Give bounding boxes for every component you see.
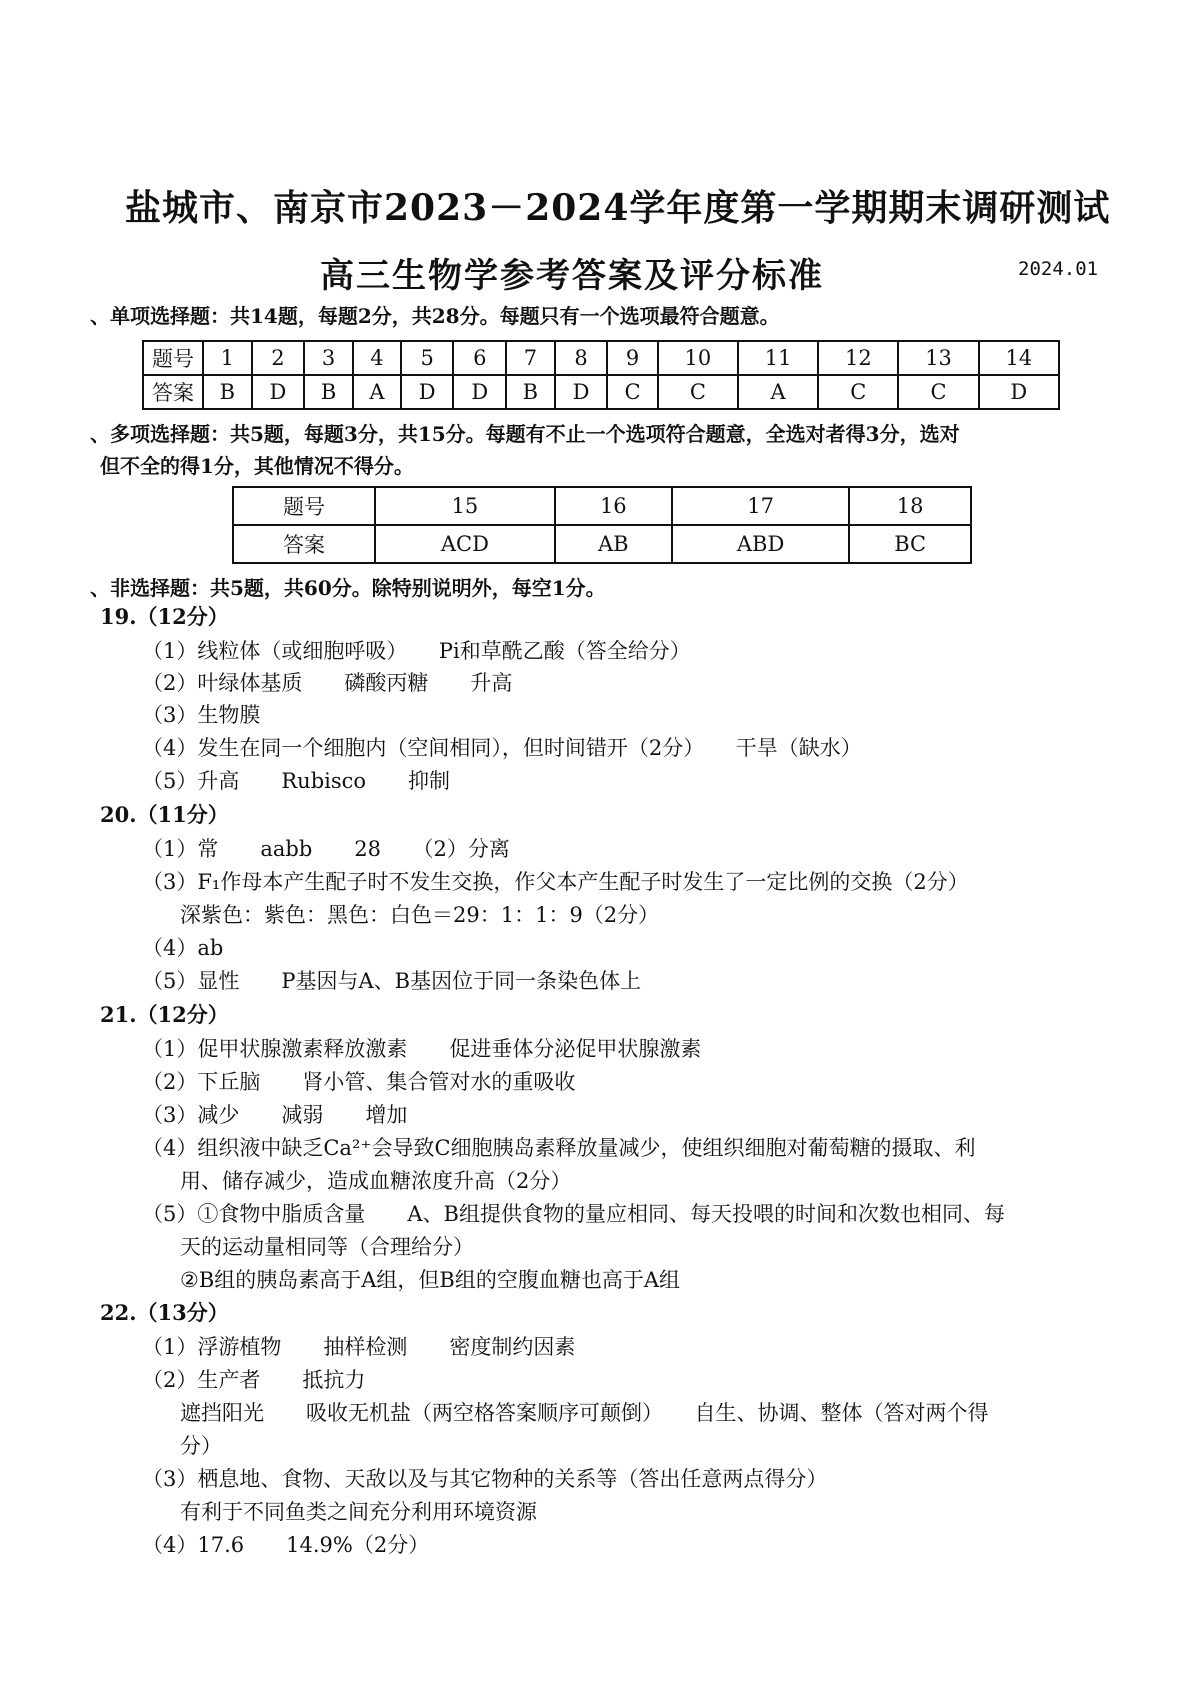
answer-line: （4）发生在同一个细胞内（空间相同），但时间错开（2分） 干旱（缺水）: [142, 736, 862, 760]
answer-cell: C: [818, 375, 898, 409]
answer-line: 分）: [180, 1434, 222, 1458]
question-19-heading: 19.（12分）: [100, 604, 229, 629]
document-date: 2024.01: [1018, 258, 1099, 280]
table-row-answers: [143, 375, 1059, 409]
question-number: 18: [849, 487, 971, 525]
question-number: 9: [607, 341, 657, 375]
answer-cell: C: [898, 375, 978, 409]
question-20-heading: 20.（11分）: [100, 802, 229, 827]
answer-line: ②B组的胰岛素高于A组，但B组的空腹血糖也高于A组: [180, 1268, 681, 1292]
answer-line: 遮挡阳光 吸收无机盐（两空格答案顺序可颠倒） 自生、协调、整体（答对两个得: [180, 1401, 989, 1425]
row-header-number: 题号: [233, 487, 375, 525]
question-number: 1: [203, 341, 252, 375]
answer-line: （4）17.6 14.9%（2分）: [142, 1533, 430, 1557]
answer-line: （2）下丘脑 肾小管、集合管对水的重吸收: [142, 1070, 576, 1094]
answer-cell: A: [738, 375, 818, 409]
answer-line: （2）叶绿体基质 磷酸丙糖 升高: [142, 671, 513, 695]
answer-cell: D: [252, 375, 305, 409]
answer-line: （3）栖息地、食物、天敌以及与其它物种的关系等（答出任意两点得分）: [142, 1467, 828, 1491]
section-single-choice-heading: 、单项选择题：共14题，每题2分，共28分。每题只有一个选项最符合题意。: [90, 304, 780, 328]
answer-line: （3）减少 减弱 增加: [142, 1103, 408, 1127]
answer-cell: AB: [555, 525, 672, 563]
answer-line: 有利于不同鱼类之间充分利用环境资源: [180, 1500, 537, 1524]
answer-cell: ACD: [375, 525, 555, 563]
row-header-answer: 答案: [233, 525, 375, 563]
single-choice-answer-table: [142, 340, 1060, 410]
answer-cell: D: [401, 375, 454, 409]
table-row-answers: [233, 525, 971, 563]
answer-cell: D: [979, 375, 1059, 409]
question-21-heading: 21.（12分）: [100, 1002, 229, 1027]
question-number: 16: [555, 487, 672, 525]
answer-cell: B: [203, 375, 252, 409]
answer-cell: D: [453, 375, 506, 409]
question-number: 10: [658, 341, 738, 375]
answer-line: （5）升高 Rubisco 抑制: [142, 769, 451, 793]
question-number: 11: [738, 341, 818, 375]
question-number: 17: [672, 487, 849, 525]
row-header-answer: 答案: [143, 375, 203, 409]
question-number: 7: [506, 341, 555, 375]
question-number: 3: [304, 341, 353, 375]
answer-line: （4）组织液中缺乏Ca²⁺会导致C细胞胰岛素释放量减少，使组织细胞对葡萄糖的摄取、利: [142, 1136, 976, 1160]
document-title: 盐城市、南京市2023－2024学年度第一学期期末调研测试: [125, 187, 1111, 229]
answer-cell: C: [658, 375, 738, 409]
answer-line: （3）F₁作母本产生配子时不发生交换，作父本产生配子时发生了一定比例的交换（2分）: [142, 870, 969, 894]
answer-line: （2）生产者 抵抗力: [142, 1368, 366, 1392]
question-number: 6: [453, 341, 506, 375]
question-number: 14: [979, 341, 1059, 375]
document-subtitle: 高三生物学参考答案及评分标准: [320, 256, 824, 296]
answer-line: （1）线粒体（或细胞呼吸） Pi和草酰乙酸（答全给分）: [142, 639, 691, 663]
answer-cell: ABD: [672, 525, 849, 563]
question-number: 15: [375, 487, 555, 525]
answer-line: （5）①食物中脂质含量 A、B组提供食物的量应相同、每天投喂的时间和次数也相同、每: [142, 1202, 1005, 1226]
multi-choice-answer-table: [232, 486, 972, 564]
table-row-numbers: [143, 341, 1059, 375]
question-number: 12: [818, 341, 898, 375]
section-multi-choice-note: 但不全的得1分，其他情况不得分。: [100, 454, 414, 478]
answer-line: （1）常 aabb 28 （2）分离: [142, 837, 510, 861]
answer-cell: B: [304, 375, 353, 409]
answer-cell: A: [353, 375, 401, 409]
row-header-number: 题号: [143, 341, 203, 375]
answer-cell: B: [506, 375, 555, 409]
question-number: 5: [401, 341, 454, 375]
table-row-numbers: [233, 487, 971, 525]
section-multi-choice-heading: 、多项选择题：共5题，每题3分，共15分。每题有不止一个选项符合题意，全选对者得3分，选对: [90, 422, 960, 446]
answer-line: （5）显性 P基因与A、B基因位于同一条染色体上: [142, 969, 642, 993]
question-22-heading: 22.（13分）: [100, 1300, 229, 1325]
question-number: 13: [898, 341, 978, 375]
answer-line: （1）促甲状腺激素释放激素 促进垂体分泌促甲状腺激素: [142, 1037, 702, 1061]
question-number: 4: [353, 341, 401, 375]
answer-cell: BC: [849, 525, 971, 563]
section-non-choice-heading: 、非选择题：共5题，共60分。除特别说明外，每空1分。: [90, 576, 606, 600]
answer-cell: C: [607, 375, 657, 409]
answer-cell: D: [555, 375, 608, 409]
question-number: 2: [252, 341, 305, 375]
question-number: 8: [555, 341, 608, 375]
answer-line: 深紫色：紫色：黑色：白色＝29：1：1：9（2分）: [180, 903, 660, 927]
answer-line: （3）生物膜: [142, 703, 261, 727]
answer-line: （4）ab: [142, 936, 224, 960]
answer-line: 用、储存减少，造成血糖浓度升高（2分）: [180, 1169, 572, 1193]
answer-line: （1）浮游植物 抽样检测 密度制约因素: [142, 1335, 576, 1359]
answer-line: 天的运动量相同等（合理给分）: [180, 1235, 474, 1259]
